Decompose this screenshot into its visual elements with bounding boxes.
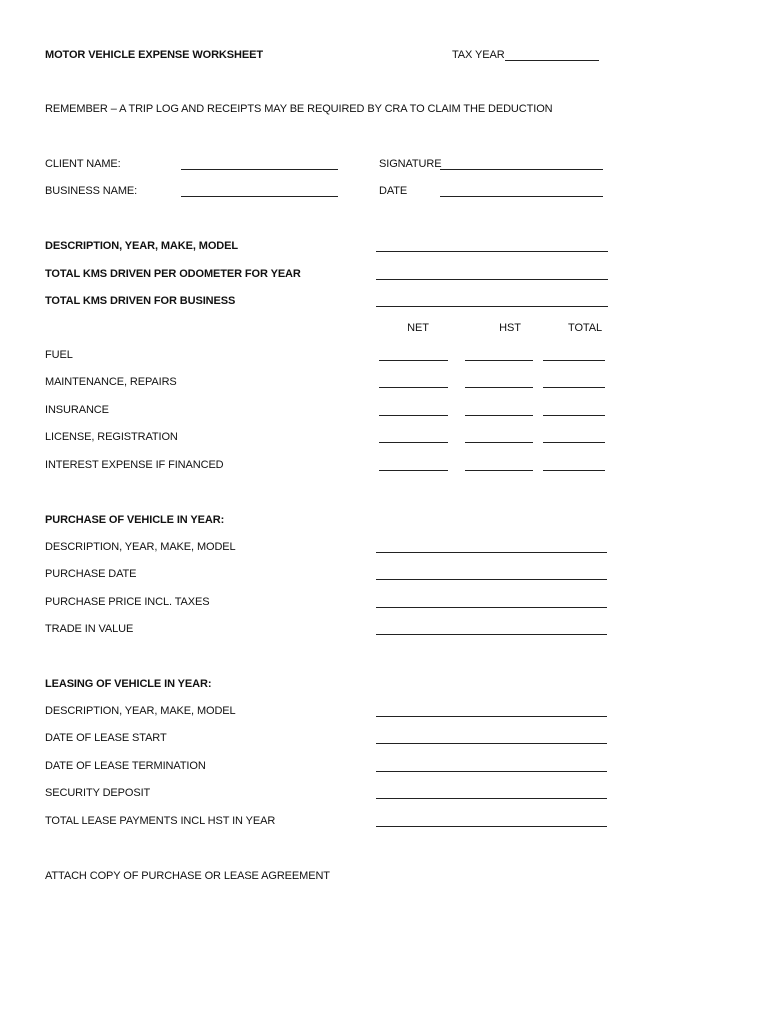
purchase-description-field[interactable]	[376, 552, 607, 553]
expense-row-label: INSURANCE	[45, 404, 109, 416]
column-header-net: NET	[407, 322, 429, 334]
leasing-row-label: DATE OF LEASE START	[45, 732, 167, 744]
column-header-total: TOTAL	[568, 322, 602, 334]
fuel-total-field[interactable]	[543, 360, 605, 361]
expense-row-label: MAINTENANCE, REPAIRS	[45, 376, 177, 388]
signature-label: SIGNATURE	[379, 158, 442, 170]
vehicle-description-field[interactable]	[376, 251, 608, 252]
tax-year-field[interactable]	[505, 60, 599, 61]
purchase-row-label: PURCHASE DATE	[45, 568, 137, 580]
vehicle-description-label: DESCRIPTION, YEAR, MAKE, MODEL	[45, 240, 238, 252]
maintenance-net-field[interactable]	[379, 387, 448, 388]
leasing-row-label: DESCRIPTION, YEAR, MAKE, MODEL	[45, 705, 236, 717]
leasing-row-label: SECURITY DEPOSIT	[45, 787, 151, 799]
purchase-row-label: TRADE IN VALUE	[45, 623, 134, 635]
purchase-heading: PURCHASE OF VEHICLE IN YEAR:	[45, 514, 225, 526]
insurance-hst-field[interactable]	[465, 415, 533, 416]
interest-net-field[interactable]	[379, 470, 448, 471]
lease-start-field[interactable]	[376, 743, 607, 744]
date-field[interactable]	[440, 196, 603, 197]
client-name-label: CLIENT NAME:	[45, 158, 121, 170]
column-header-hst: HST	[499, 322, 521, 334]
reminder-note: REMEMBER – A TRIP LOG AND RECEIPTS MAY BE REQUIRED BY CRA TO CLAIM THE DEDUCTION	[45, 103, 553, 115]
page-title: MOTOR VEHICLE EXPENSE WORKSHEET	[45, 49, 263, 61]
lease-payments-field[interactable]	[376, 826, 607, 827]
business-kms-label: TOTAL KMS DRIVEN FOR BUSINESS	[45, 295, 236, 307]
expense-row-label: INTEREST EXPENSE IF FINANCED	[45, 459, 224, 471]
leasing-row-label: TOTAL LEASE PAYMENTS INCL HST IN YEAR	[45, 815, 276, 827]
date-label: DATE	[379, 185, 408, 197]
expense-row-label: FUEL	[45, 349, 73, 361]
leasing-row-label: DATE OF LEASE TERMINATION	[45, 760, 206, 772]
business-name-label: BUSINESS NAME:	[45, 185, 138, 197]
lease-termination-field[interactable]	[376, 771, 607, 772]
signature-field[interactable]	[440, 169, 603, 170]
fuel-hst-field[interactable]	[465, 360, 533, 361]
purchase-price-field[interactable]	[376, 607, 607, 608]
interest-hst-field[interactable]	[465, 470, 533, 471]
lease-description-field[interactable]	[376, 716, 607, 717]
maintenance-hst-field[interactable]	[465, 387, 533, 388]
trade-in-value-field[interactable]	[376, 634, 607, 635]
fuel-net-field[interactable]	[379, 360, 448, 361]
security-deposit-field[interactable]	[376, 798, 607, 799]
purchase-row-label: DESCRIPTION, YEAR, MAKE, MODEL	[45, 541, 236, 553]
client-name-field[interactable]	[181, 169, 338, 170]
business-kms-field[interactable]	[376, 306, 608, 307]
insurance-net-field[interactable]	[379, 415, 448, 416]
interest-total-field[interactable]	[543, 470, 605, 471]
purchase-row-label: PURCHASE PRICE INCL. TAXES	[45, 596, 210, 608]
expense-row-label: LICENSE, REGISTRATION	[45, 431, 178, 443]
tax-year-label: TAX YEAR	[452, 49, 505, 61]
license-net-field[interactable]	[379, 442, 448, 443]
maintenance-total-field[interactable]	[543, 387, 605, 388]
insurance-total-field[interactable]	[543, 415, 605, 416]
business-name-field[interactable]	[181, 196, 338, 197]
license-total-field[interactable]	[543, 442, 605, 443]
leasing-heading: LEASING OF VEHICLE IN YEAR:	[45, 678, 212, 690]
license-hst-field[interactable]	[465, 442, 533, 443]
total-kms-label: TOTAL KMS DRIVEN PER ODOMETER FOR YEAR	[45, 268, 301, 280]
total-kms-field[interactable]	[376, 279, 608, 280]
purchase-date-field[interactable]	[376, 579, 607, 580]
attach-note: ATTACH COPY OF PURCHASE OR LEASE AGREEMENT	[45, 870, 330, 882]
